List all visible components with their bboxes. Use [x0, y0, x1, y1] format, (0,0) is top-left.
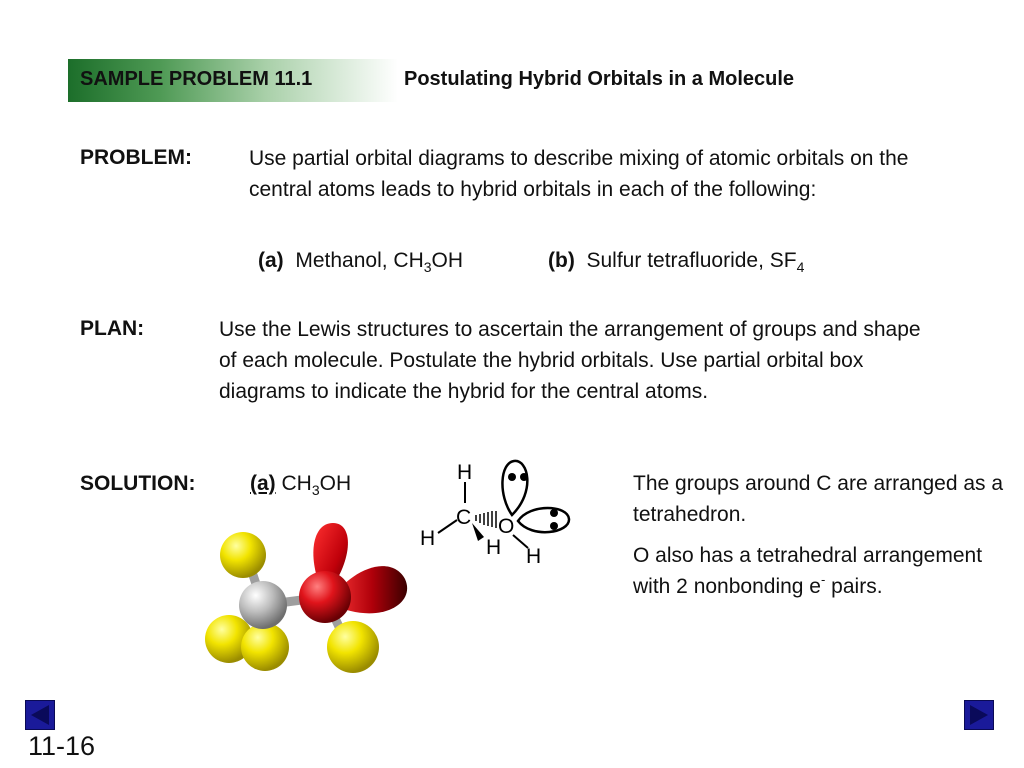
- arrow-right-icon: [965, 701, 993, 729]
- part-b-letter: (b): [548, 249, 575, 272]
- lone-pair-dot: [550, 509, 558, 517]
- solution-label: SOLUTION:: [80, 472, 196, 495]
- previous-slide-button[interactable]: [25, 700, 55, 730]
- bond-c-h-wedge: [472, 523, 484, 541]
- problem-part-b: [548, 249, 804, 273]
- note-2-superscript: -: [821, 572, 826, 587]
- note-2-text: O also has a tetrahedral arrangement with 2 nonbonding e: [633, 544, 983, 598]
- atom-o: O: [498, 515, 515, 538]
- note-2-tail: pairs.: [825, 575, 883, 598]
- methanol-3d-model: [195, 515, 420, 675]
- part-a-subscript: 3: [423, 259, 432, 275]
- arrow-left-icon: [26, 701, 54, 729]
- part-b-text: Sulfur tetrafluoride, SF: [586, 249, 797, 272]
- methanol-lewis-structure: [400, 455, 590, 575]
- part-a-letter: (a): [258, 249, 284, 272]
- solution-formula: CH: [281, 472, 312, 495]
- carbon-atom: [239, 581, 287, 629]
- part-a-text: Methanol, CH: [295, 249, 424, 272]
- sample-problem-label: SAMPLE PROBLEM 11.1: [80, 68, 313, 90]
- solution-part: [250, 472, 351, 496]
- bond-c-h-left: [438, 520, 457, 533]
- plan-label: PLAN:: [80, 317, 145, 340]
- atom-h-left: H: [420, 527, 436, 550]
- hydrogen-atom-top: [220, 532, 266, 578]
- atom-h-top: H: [457, 461, 473, 484]
- atom-h-right: H: [526, 545, 542, 568]
- slide-number: 11-16: [28, 731, 96, 761]
- bond-c-o-hashed: [476, 511, 496, 528]
- plan-text: Use the Lewis structures to ascertain the arrangement of groups and shape of each molecule. Postulate the hybrid orbitals. Use partial orbital box diagrams to indicate the hybrid for the central atoms.: [219, 318, 921, 403]
- page-title: Postulating Hybrid Orbitals in a Molecule: [404, 68, 795, 90]
- problem-part-a: [258, 249, 463, 273]
- hydrogen-atom-bottom-mid: [241, 623, 289, 671]
- problem-text: Use partial orbital diagrams to describe mixing of atomic orbitals on the central atoms leads to hybrid orbitals in each of the following:: [249, 147, 909, 201]
- problem-label: PROBLEM:: [80, 146, 192, 169]
- solution-note-2: [633, 540, 1008, 604]
- solution-note-1: The groups around C are arranged as a tetrahedron.: [633, 472, 1004, 526]
- lone-pair-dot: [520, 473, 528, 481]
- solution-notes: [633, 468, 1008, 604]
- lone-pair-dot: [508, 473, 516, 481]
- part-b-subscript: 4: [796, 259, 805, 275]
- oxygen-atom: [299, 571, 351, 623]
- lone-pair-lobe-right: [518, 508, 569, 532]
- atom-c: C: [456, 506, 472, 529]
- solution-formula-subscript: 3: [311, 482, 320, 498]
- solution-formula-tail: OH: [319, 472, 352, 495]
- lone-pair-lobe-top: [502, 461, 527, 515]
- part-a-tail: OH: [431, 249, 464, 272]
- hydrogen-atom-on-oxygen: [327, 621, 379, 673]
- atom-h-mid: H: [486, 536, 502, 559]
- next-slide-button[interactable]: [964, 700, 994, 730]
- solution-part-letter: (a): [250, 472, 276, 495]
- lone-pair-dot: [550, 522, 558, 530]
